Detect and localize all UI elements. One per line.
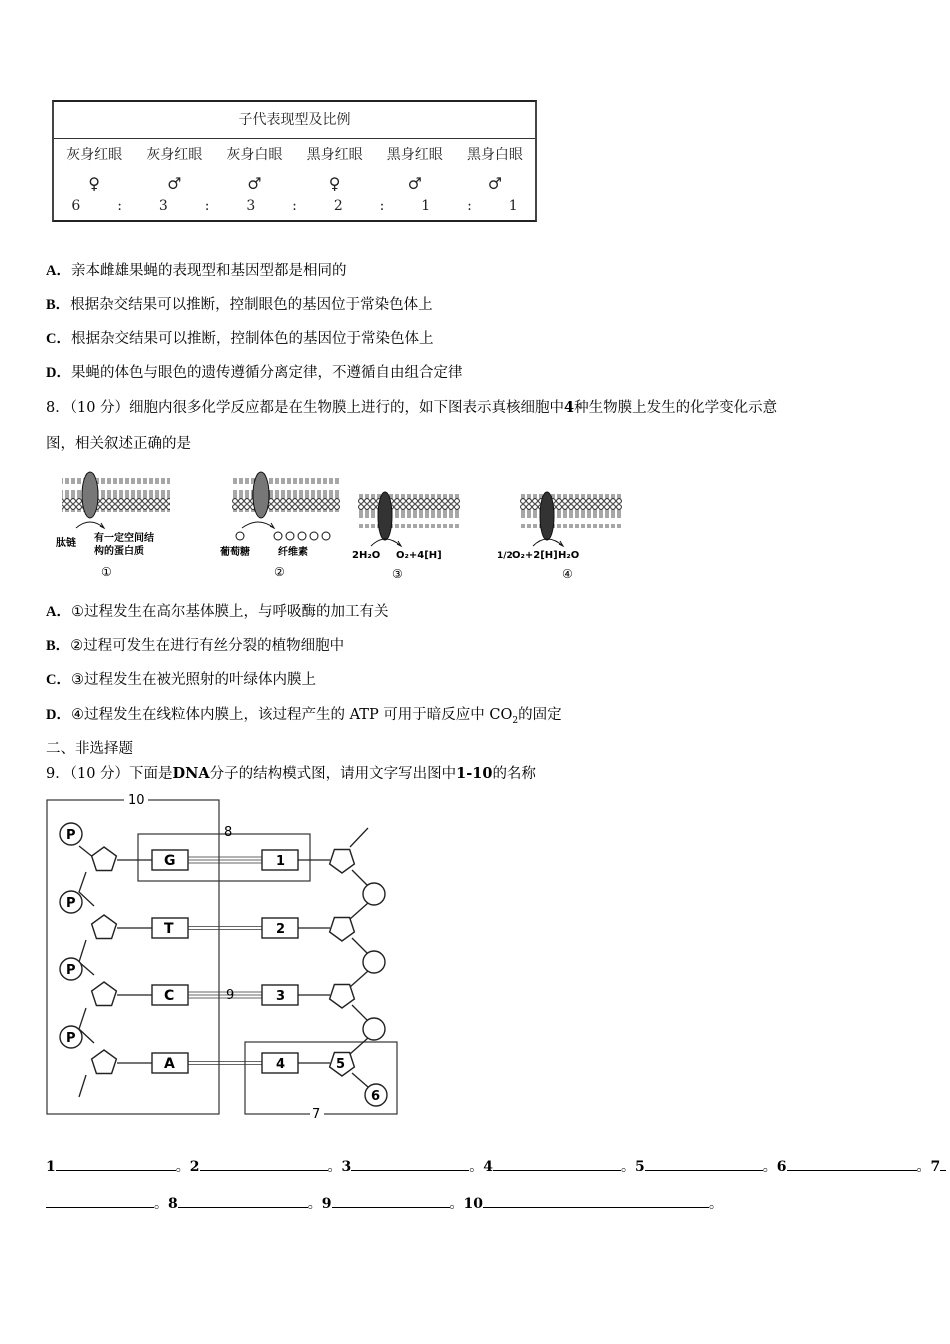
- label-8: 8: [224, 825, 233, 840]
- sugar-left: [92, 982, 117, 1006]
- answer-blank-9[interactable]: [332, 1193, 450, 1208]
- svg-text:5: 5: [336, 1057, 346, 1072]
- svg-text:4: 4: [276, 1057, 286, 1072]
- m2-right-label: 纤维素: [278, 547, 308, 558]
- m2-left-label: 葡萄糖: [220, 547, 250, 558]
- section-title: 二、非选择题: [46, 741, 133, 757]
- table-cell: ♀: [328, 174, 341, 193]
- sugar-left: [92, 847, 117, 871]
- q8-stem-line1: 8．（10 分）细胞内很多化学反应都是在生物膜上进行的，如下图表示真核细胞中4种生物膜上发生的化学变化示意: [46, 399, 778, 416]
- table-cell: ♂: [487, 174, 503, 193]
- answer-line-2: 。8 。9 。10 。: [46, 1193, 723, 1214]
- membrane-3: [352, 492, 460, 581]
- table-cell: 灰身红眼: [146, 147, 203, 163]
- table-cell: :: [117, 198, 122, 214]
- q7-option-d[interactable]: D．果蝇的体色与眼色的遗传遵循分离定律，不遵循自由组合定律: [46, 365, 463, 381]
- table-cell: 黑身红眼: [306, 147, 363, 163]
- answer-blank-8[interactable]: [178, 1193, 308, 1208]
- q8-option-c[interactable]: C．③过程发生在被光照射的叶绿体内膜上: [46, 672, 316, 688]
- table-cell: 2: [333, 198, 343, 214]
- answer-blank-7b[interactable]: [46, 1193, 154, 1208]
- sugar-right: [330, 1053, 355, 1077]
- phosphate-left: [60, 1026, 82, 1048]
- offspring-table: [52, 100, 537, 222]
- table-cell: 灰身红眼: [66, 147, 123, 163]
- table-cell: 1: [508, 198, 518, 214]
- q9-stem: 9．（10 分）下面是DNA分子的结构模式图，请用文字写出图中1-10的名称: [46, 765, 536, 782]
- table-cell: 灰身白眼: [226, 147, 283, 163]
- phosphate-right: [363, 951, 385, 973]
- sugar-right: [330, 850, 355, 874]
- label-9: 9: [226, 988, 235, 1003]
- m3-number: ③: [392, 567, 403, 581]
- q8-option-a[interactable]: A．①过程发生在高尔基体膜上，与呼吸酶的加工有关: [46, 604, 389, 620]
- label-7: 7: [312, 1107, 321, 1122]
- table-cell: ♂: [247, 174, 262, 193]
- answer-line-1: 1 。2 。3 。4 。5 。6 。7: [46, 1156, 946, 1177]
- table-cell: 黑身红眼: [386, 147, 443, 163]
- label-10: 10: [128, 793, 145, 808]
- table-cell: :: [379, 198, 385, 214]
- answer-blank-1[interactable]: [56, 1156, 176, 1171]
- svg-text:P: P: [66, 828, 76, 843]
- answer-blank-5[interactable]: [645, 1156, 763, 1171]
- m4-number: ④: [562, 567, 573, 581]
- dna-left-nucleotides: [60, 823, 262, 1074]
- svg-text:C: C: [164, 988, 175, 1004]
- membrane-2: [220, 472, 340, 579]
- m1-left-label: 肽链: [56, 538, 76, 549]
- q8-option-d[interactable]: D．④过程发生在线粒体内膜上，该过程产生的 ATP 可用于暗反应中 $CO_2$的固定: [46, 707, 562, 726]
- m2-number: ②: [274, 565, 285, 579]
- answer-blank-10[interactable]: [483, 1193, 709, 1208]
- svg-text:6: 6: [371, 1089, 381, 1104]
- m3-right-label: O₂+4[H]: [396, 550, 442, 561]
- base-left: [152, 1053, 188, 1073]
- table-cell: 3: [246, 198, 256, 214]
- table-phenotype-row: [54, 144, 535, 164]
- phosphate-6: [365, 1084, 387, 1106]
- table-cell: 黑身白眼: [466, 147, 523, 163]
- svg-text:2: 2: [276, 922, 286, 937]
- table-cell: ♂: [167, 174, 182, 193]
- table-cell: ♀: [88, 174, 100, 193]
- answer-blank-4[interactable]: [493, 1156, 621, 1171]
- base-right: [262, 1053, 298, 1073]
- table-header: 子代表现型及比例: [54, 102, 535, 139]
- svg-text:P: P: [66, 963, 76, 978]
- q7-option-c[interactable]: C．根据杂交结果可以推断，控制体色的基因位于常染色体上: [46, 331, 434, 347]
- table-cell: ♂: [407, 174, 422, 193]
- sugar-left: [92, 1050, 117, 1074]
- base-right: [262, 850, 298, 870]
- svg-text:1: 1: [276, 854, 286, 869]
- svg-text:A: A: [164, 1056, 175, 1072]
- m1-right-label-1: 有一定空间结: [94, 533, 154, 544]
- table-cell: 6: [71, 198, 81, 214]
- q7-option-a[interactable]: A．亲本雌雄果蝇的表现型和基因型都是相同的: [46, 263, 347, 279]
- q8-stem-line2: 图，相关叙述正确的是: [46, 436, 191, 452]
- table-cell: 1: [421, 198, 431, 214]
- m4-half: 1/2: [497, 551, 513, 561]
- m4-left-label: O₂+2[H]: [512, 550, 558, 561]
- svg-text:P: P: [66, 1031, 76, 1046]
- phosphate-left: [60, 823, 82, 845]
- table-cell: :: [292, 198, 297, 214]
- sugar-right: [330, 985, 355, 1009]
- phosphate-left: [60, 958, 82, 980]
- membrane-4: [497, 492, 622, 581]
- box-10: [47, 800, 219, 1114]
- q8-option-b[interactable]: B．②过程可发生在进行有丝分裂的植物细胞中: [46, 638, 345, 654]
- answer-blank-6[interactable]: [787, 1156, 917, 1171]
- membrane-1: [56, 472, 170, 579]
- dna-figure: [46, 792, 406, 1122]
- table-cell: :: [467, 198, 472, 214]
- q7-option-b[interactable]: B．根据杂交结果可以推断，控制眼色的基因位于常染色体上: [46, 297, 433, 313]
- m1-right-label-2: 构的蛋白质: [94, 546, 144, 557]
- table-cell: 3: [158, 198, 168, 214]
- sugar-left: [92, 915, 117, 939]
- base-right: [262, 985, 298, 1005]
- base-left: [152, 918, 188, 938]
- svg-text:P: P: [66, 896, 76, 911]
- phosphate-left: [60, 891, 82, 913]
- base-left: [152, 850, 188, 870]
- table-sex-row: [54, 174, 535, 193]
- table-ratio-row: [54, 198, 535, 214]
- dna-right-nucleotides: [262, 828, 387, 1106]
- answer-blank-2[interactable]: [200, 1156, 328, 1171]
- base-left: [152, 985, 188, 1005]
- sugar-right: [330, 918, 355, 942]
- m1-number: ①: [101, 565, 112, 579]
- svg-text:T: T: [164, 921, 174, 937]
- answer-blank-7a[interactable]: [940, 1156, 946, 1171]
- phosphate-right: [363, 883, 385, 905]
- svg-text:G: G: [164, 853, 176, 869]
- phosphate-right: [363, 1018, 385, 1040]
- m4-right-label: H₂O: [558, 550, 580, 561]
- table-cell: :: [204, 198, 210, 214]
- base-right: [262, 918, 298, 938]
- membrane-figure: [46, 470, 646, 585]
- svg-text:3: 3: [276, 989, 286, 1004]
- answer-blank-3[interactable]: [351, 1156, 469, 1171]
- m3-left-label: 2H₂O: [352, 550, 381, 561]
